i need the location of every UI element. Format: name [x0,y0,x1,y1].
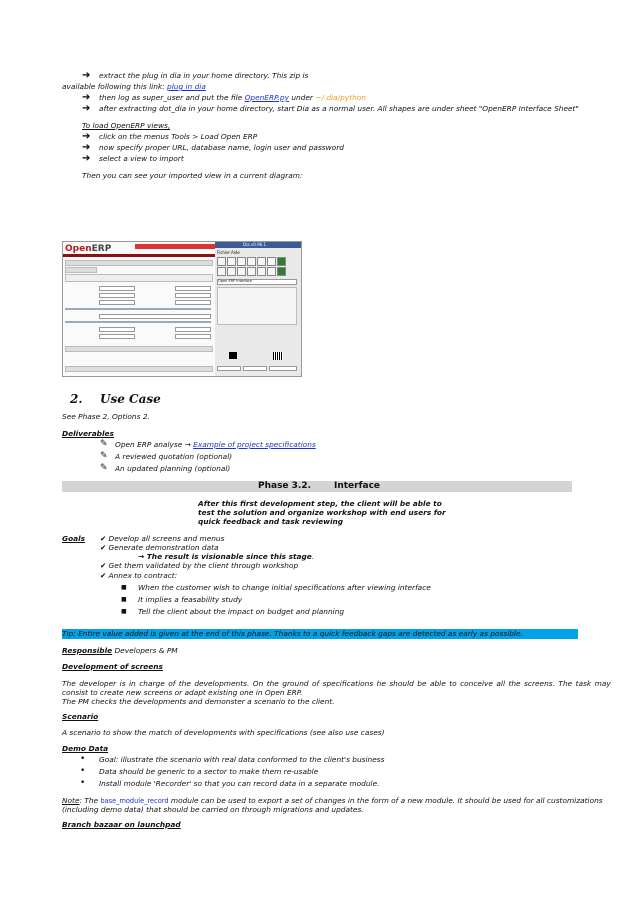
line-style [217,366,241,371]
phase-desc-3: quick feedback and task reviewing [198,517,344,526]
square-bullet-icon: ■ [121,584,127,591]
form-field [175,334,211,339]
goal-3-text: Get them validated by the client through workshop [108,561,299,570]
toolbar-strip [65,260,213,266]
check-icon: ✔ [100,571,109,580]
branch-label: Branch bazaar on launchpad [62,820,181,829]
section-title: Use Case [100,392,161,406]
intro-step-2-mid: under [288,93,316,102]
goal-1-text: Develop all screens and menus [108,534,225,543]
responsible-value: Developers & PM [112,646,178,655]
dev-screens-line-1: The developer is in charge of the developments. On the ground of specifications he should be able to conceive all the screens. The task may [62,679,611,688]
base-module-record: base_module_record [100,797,169,805]
tool-button [257,257,266,266]
demo-item-3: Install module 'Recorder' so that you can record data in a separate module. [99,779,380,788]
dia-menu-help: Aide [231,250,240,255]
form-field [175,327,211,332]
tool-button [217,257,226,266]
phase-desc-2: test the solution and organize workshop with end users for [198,508,446,517]
bottom-strip [65,366,213,372]
project-spec-link[interactable]: Example of project specifications [193,440,316,449]
form-area [65,274,213,282]
check-icon: ✔ [100,543,109,552]
tool-button [247,267,256,276]
form-field [99,293,135,298]
deliverable-3: An updated planning (optional) [115,464,231,473]
dia-window [215,242,301,376]
load-heading: To load OpenERP views, [82,121,171,130]
form-field [175,286,211,291]
load-then: Then you can see your imported view in a current diagram: [82,171,303,180]
status-strip [65,346,213,352]
note-label: Note [62,796,80,805]
phase-desc-1: After this first development step, the client will be able to [198,499,442,508]
responsible [62,646,178,656]
note-post: module can be used to export a set of changes in the form of a new module. It should be used for all customizations [168,796,603,805]
check-icon: ✔ [100,561,109,570]
scenario-label: Scenario [62,712,99,721]
see-phase: See Phase 2, Options 2. [62,412,150,421]
annex-3: Tell the client about the impact on budget and planning [138,607,345,616]
intro-step-3: after extracting dot_dia in your home directory, start Dia as a normal user. All shapes are under sheet "OpenERP Interface Sheet" [99,104,579,113]
shape-palette [217,287,297,325]
intro-step-1-cont [62,82,206,92]
demo-item-1: Goal: illustrate the scenario with real data conformed to the client's business [99,755,385,764]
goal-4 [100,571,177,581]
dev-screens-label: Development of screens [62,662,163,671]
form-field [175,293,211,298]
goal-4-text: Annex to contract: [108,571,178,580]
annex-1: When the customer wish to change initial specifications after viewing interface [138,583,431,592]
form-field [99,327,135,332]
tool-button [277,257,286,266]
tool-button [237,267,246,276]
bullet-icon: • [80,766,86,776]
dev-screens-line-3: The PM checks the developments and demonster a scenario to the client. [62,697,335,706]
form-field [99,286,135,291]
pencil-icon: ✎ [100,463,108,473]
deliverable-1 [115,440,316,450]
tool-button [277,267,286,276]
goal-2-text: Generate demonstration data [108,543,219,552]
note-pre: : The [79,796,101,805]
line-style [269,366,297,371]
deliverable-2: A reviewed quotation (optional) [115,452,233,461]
demo-label: Demo Data [62,744,109,753]
bullet-icon: • [80,778,86,788]
tip-text: Tip: Entire value added is given at the end of this phase. Thanks to a quick feedback gaps are detected as early as possible. [62,629,523,638]
arrow-icon: ➔ [82,92,91,103]
line-width-icon [273,352,283,360]
separator [65,308,211,310]
deliverables-label: Deliverables [62,429,114,438]
color-swatch [229,352,237,359]
form-field [175,300,211,305]
form-field [99,314,211,319]
dev-screens-line-2: consist to create new screens or adapt existing one in Open ERP. [62,688,303,697]
form-field [99,300,135,305]
openerp-py-link[interactable]: OpenERP.py [244,93,289,102]
logo-erp: ERP [91,244,112,254]
section-number: 2. [70,392,83,406]
deliverable-1-text: Open ERP analyse → [115,440,194,449]
intro-step-1-cont-text: available following this link: [62,82,168,91]
square-bullet-icon: ■ [121,596,127,603]
responsible-label: Responsible [62,646,113,655]
load-item-2: now specify proper URL, database name, login user and password [99,143,344,152]
phase-name: Interface [334,481,381,491]
arrow-icon: ➔ [82,131,91,142]
dia-menu-file: Fichier [217,250,231,255]
pencil-icon: ✎ [100,439,108,449]
pencil-icon: ✎ [100,451,108,461]
arrow-icon: ➔ [82,142,91,153]
imported-view-screenshot [62,241,302,377]
tool-button [267,257,276,266]
tool-button [217,267,226,276]
line-style [243,366,267,371]
intro-step-1: extract the plug in dia in your home directory. This zip is [99,71,309,80]
separator [65,321,211,323]
openerp-logo [65,244,111,254]
intro-step-2-pre: then log as super_user and put the file [99,93,245,102]
arrow-icon: ➔ [82,70,91,81]
load-item-1: click on the menus Tools > Load Open ERP [99,132,258,141]
dia-title: Dia v0.96.1 [243,242,267,247]
bullet-icon: • [80,754,86,764]
phase-number: Phase 3.2. [258,481,312,491]
scenario-text: A scenario to show the match of developments with specifications (see also use cases) [62,728,385,737]
note-line-2: (including demo data) that should be carried on through migrations and updates. [62,805,364,814]
goals-label: Goals [62,534,86,543]
tool-button [227,267,236,276]
tool-button [237,257,246,266]
menu-bar [63,254,215,257]
visionable-text: → The result is visionable since this stage [138,552,312,561]
dia-python-path: ~/.dia/python [315,93,366,102]
dia-sheet-label: Open ERP Interface [218,279,252,283]
tool-button [257,267,266,276]
top-bar [135,244,215,249]
arrow-icon: ➔ [82,153,91,164]
demo-item-2: Data should be generic to a sector to make them re-usable [99,767,319,776]
plug-in-dia-link[interactable]: plug in dia [167,82,206,91]
tool-button [247,257,256,266]
tool-button [227,257,236,266]
tool-button [267,267,276,276]
intro-step-2 [99,93,366,103]
square-bullet-icon: ■ [121,608,127,615]
form-field [99,334,135,339]
logo-open: Open [65,244,92,254]
load-item-3: select a view to import [99,154,184,163]
phase-header-bar [62,481,572,492]
check-icon: ✔ [100,534,109,543]
visionable-end: . [311,552,315,561]
tabs-strip [65,267,97,273]
annex-2: It implies a feasability study [138,595,243,604]
openerp-window [63,242,216,376]
arrow-icon: ➔ [82,103,91,114]
goal-3 [100,561,298,571]
